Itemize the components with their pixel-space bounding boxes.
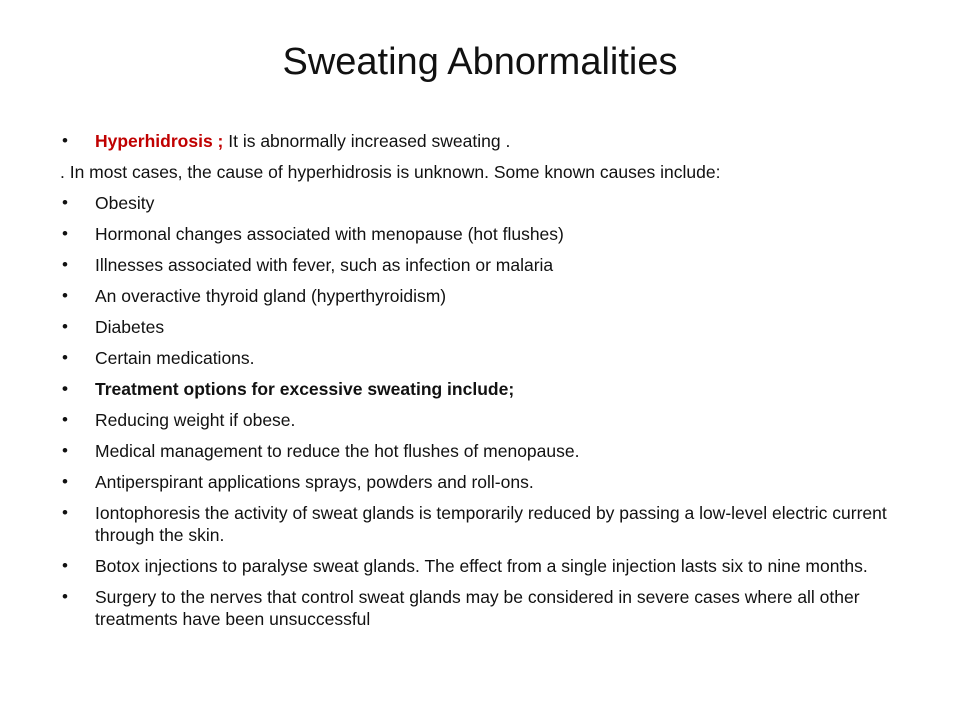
slide-title: Sweating Abnormalities: [282, 41, 678, 83]
bullet-item-botox: • Botox injections to paralyse sweat glands. The effect from a single injection lasts six to nine months.: [60, 555, 920, 577]
slide-body: [60, 130, 920, 630]
bullet-item-medical-management: • Medical management to reduce the hot flushes of menopause.: [60, 440, 920, 462]
bullet-item-antiperspirant: • Antiperspirant applications sprays, powders and roll-ons.: [60, 471, 920, 493]
bullet-item-iontophoresis: • Iontophoresis the activity of sweat glands is temporarily reduced by passing a low-level electric current through the skin.: [60, 502, 920, 546]
paragraph-causes-intro: . In most cases, the cause of hyperhidrosis is unknown. Some known causes include:: [60, 162, 721, 182]
bullet-item-surgery: • Surgery to the nerves that control sweat glands may be considered in severe cases where all other treatments have been unsuccessful: [60, 586, 920, 630]
bullet-item-treatment-heading: • Treatment options for excessive sweating include;: [60, 378, 920, 400]
bullet-item-obesity: • Obesity: [60, 192, 920, 214]
bullet-item-reducing-weight: • Reducing weight if obese.: [60, 409, 920, 431]
term-hyperhidrosis: Hyperhidrosis ;: [95, 131, 224, 151]
bullet-item-fever: • Illnesses associated with fever, such as infection or malaria: [60, 254, 920, 276]
bullet-item-hormonal: • Hormonal changes associated with menopause (hot flushes): [60, 223, 920, 245]
definition-text: It is abnormally increased sweating .: [223, 131, 511, 151]
bullet-item-thyroid: • An overactive thyroid gland (hyperthyroidism): [60, 285, 920, 307]
bullet-item-hyperhidrosis: [60, 130, 920, 152]
bullet-item-medications: • Certain medications.: [60, 347, 920, 369]
bullet-item-diabetes: • Diabetes: [60, 316, 920, 338]
